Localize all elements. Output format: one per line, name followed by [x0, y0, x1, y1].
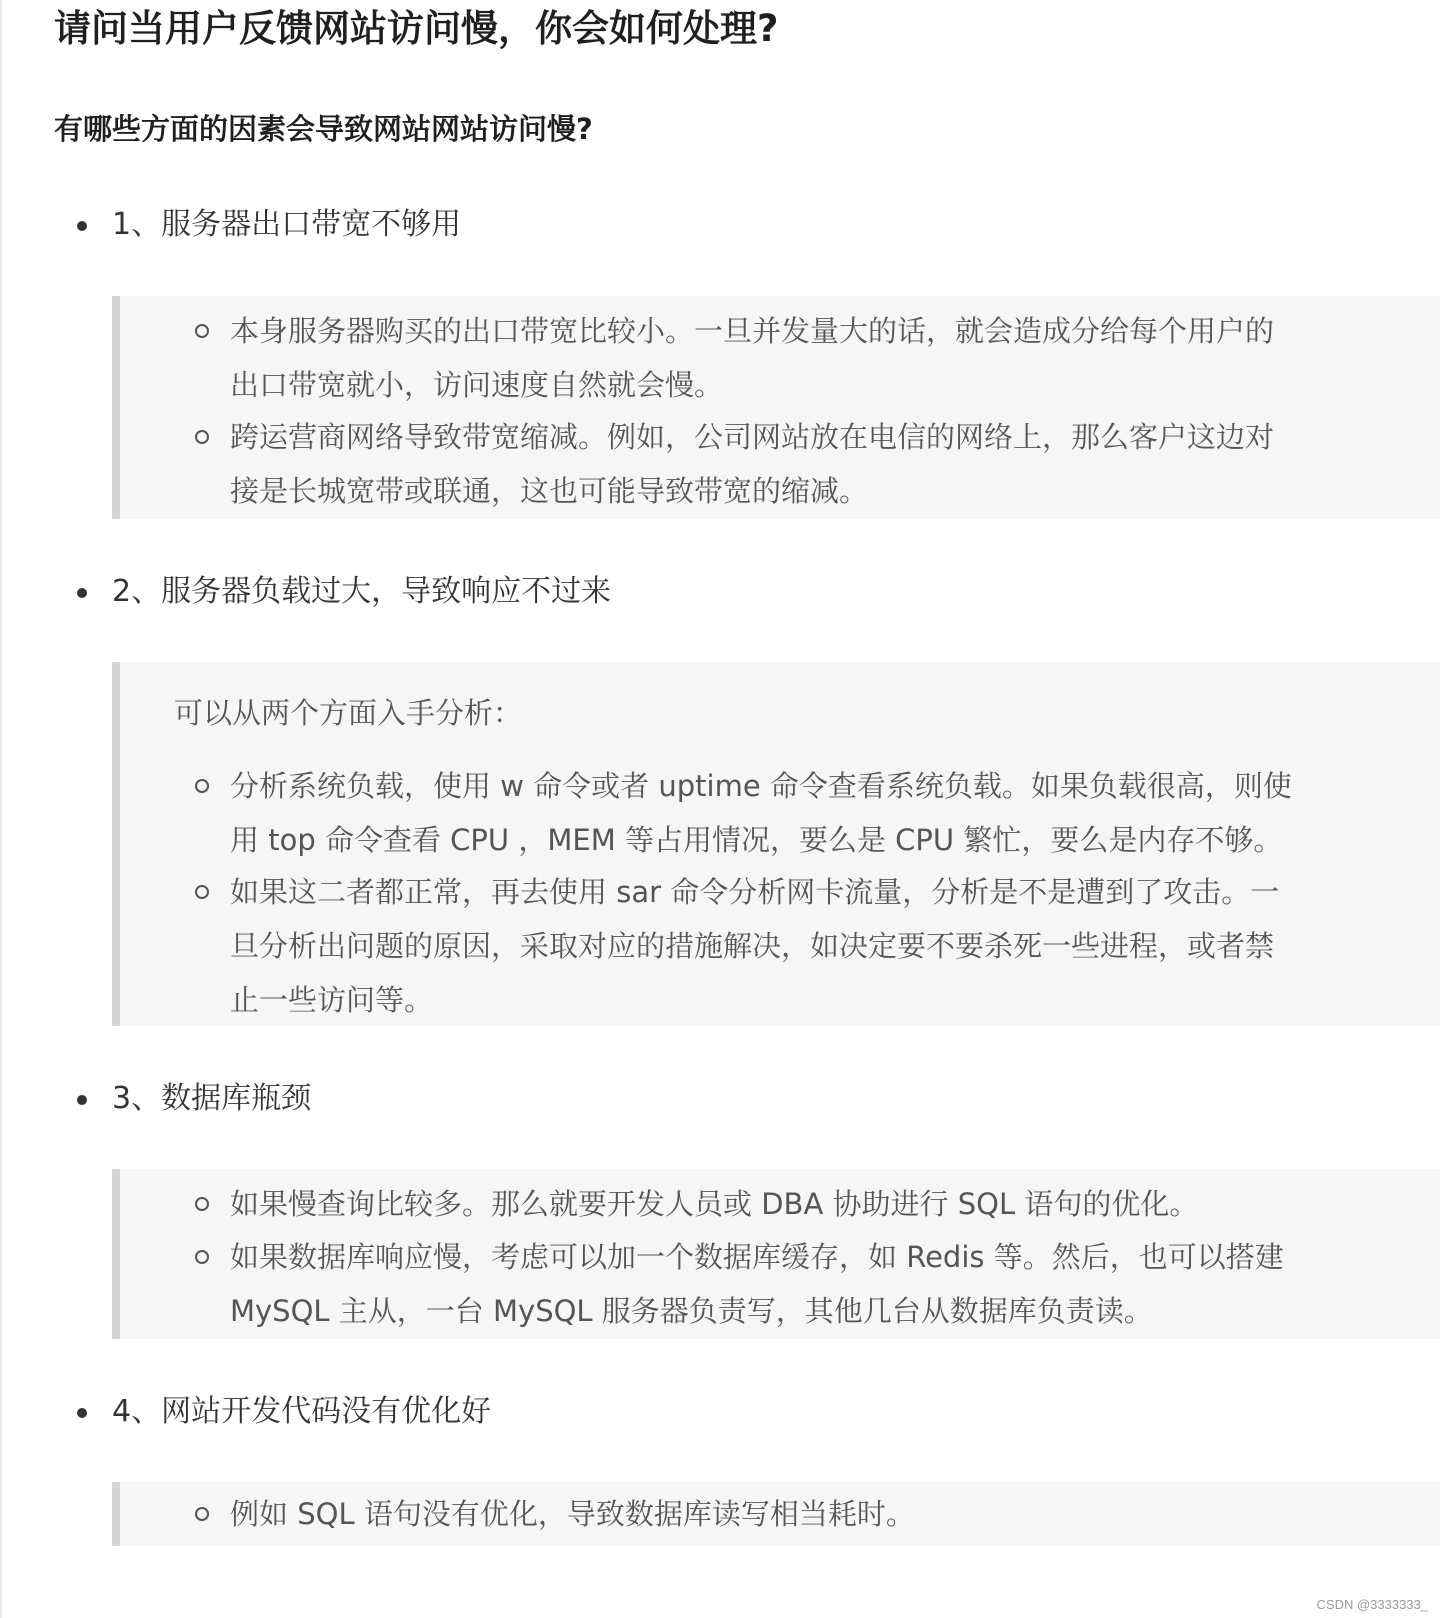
text-line: 分析系统负载，使用 w 命令或者 uptime 命令查看系统负载。如果负载很高，则使 [230, 769, 1292, 803]
hollow-bullet-icon [195, 324, 209, 338]
text-line: 本身服务器购买的出口带宽比较小。一旦并发量大的话，就会造成分给每个用户的 [230, 314, 1275, 348]
factor-heading [0, 198, 1440, 252]
quote-intro: 可以从两个方面入手分析： [174, 696, 523, 730]
text-line: 例如 SQL 语句没有优化，导致数据库读写相当耗时。 [230, 1497, 915, 1531]
factor-label: 2、服务器负载过大，导致响应不过来 [112, 574, 612, 609]
sub-item-text [230, 410, 1350, 518]
blockquote [112, 662, 1440, 1026]
bullet-dot-icon [77, 588, 87, 598]
hollow-bullet-icon [195, 430, 209, 444]
blockquote [112, 1482, 1440, 1546]
section-title: 有哪些方面的因素会导致网站网站访问慢? [54, 112, 593, 146]
hollow-bullet-icon [195, 885, 209, 899]
factor-label: 3、数据库瓶颈 [112, 1081, 312, 1116]
blockquote [112, 296, 1440, 519]
bullet-dot-icon [77, 221, 87, 231]
bullet-dot-icon [77, 1408, 87, 1418]
sub-item-text [230, 759, 1350, 867]
text-line: 出口带宽就小，访问速度自然就会慢。 [230, 368, 724, 402]
factor-label: 1、服务器出口带宽不够用 [112, 207, 462, 242]
text-line: 跨运营商网络导致带宽缩减。例如，公司网站放在电信的网络上，那么客户这边对 [230, 420, 1275, 454]
watermark: CSDN @3333333_ [1316, 1597, 1428, 1612]
text-line: 接是长城宽带或联通，这也可能导致带宽的缩减。 [230, 474, 869, 508]
sub-item-text [230, 865, 1350, 1027]
text-line: 用 top 命令查看 CPU ，MEM 等占用情况，要么是 CPU 繁忙，要么是内存不够。 [230, 823, 1283, 857]
text-line: 止一些访问等。 [230, 983, 434, 1017]
page-title: 请问当用户反馈网站访问慢，你会如何处理? [54, 7, 779, 50]
sub-item-text [230, 1177, 1350, 1231]
hollow-bullet-icon [195, 1250, 209, 1264]
bullet-dot-icon [77, 1095, 87, 1105]
sub-item-text [230, 304, 1350, 412]
hollow-bullet-icon [195, 1507, 209, 1521]
text-line: 如果慢查询比较多。那么就要开发人员或 DBA 协助进行 SQL 语句的优化。 [230, 1187, 1199, 1221]
hollow-bullet-icon [195, 779, 209, 793]
text-line: 旦分析出问题的原因，采取对应的措施解决，如决定要不要杀死一些进程，或者禁 [230, 929, 1275, 963]
text-line: 如果数据库响应慢，考虑可以加一个数据库缓存，如 Redis 等。然后，也可以搭建 [230, 1240, 1284, 1274]
factor-label: 4、网站开发代码没有优化好 [112, 1394, 492, 1429]
factor-heading [0, 565, 1440, 619]
blockquote [112, 1169, 1440, 1339]
factor-heading [0, 1072, 1440, 1126]
hollow-bullet-icon [195, 1197, 209, 1211]
sub-item-text [230, 1230, 1350, 1338]
factor-heading [0, 1385, 1440, 1439]
sub-item-text [230, 1487, 1350, 1541]
text-line: 如果这二者都正常，再去使用 sar 命令分析网卡流量，分析是不是遭到了攻击。一 [230, 875, 1280, 909]
text-line: MySQL 主从，一台 MySQL 服务器负责写，其他几台从数据库负责读。 [230, 1294, 1153, 1328]
